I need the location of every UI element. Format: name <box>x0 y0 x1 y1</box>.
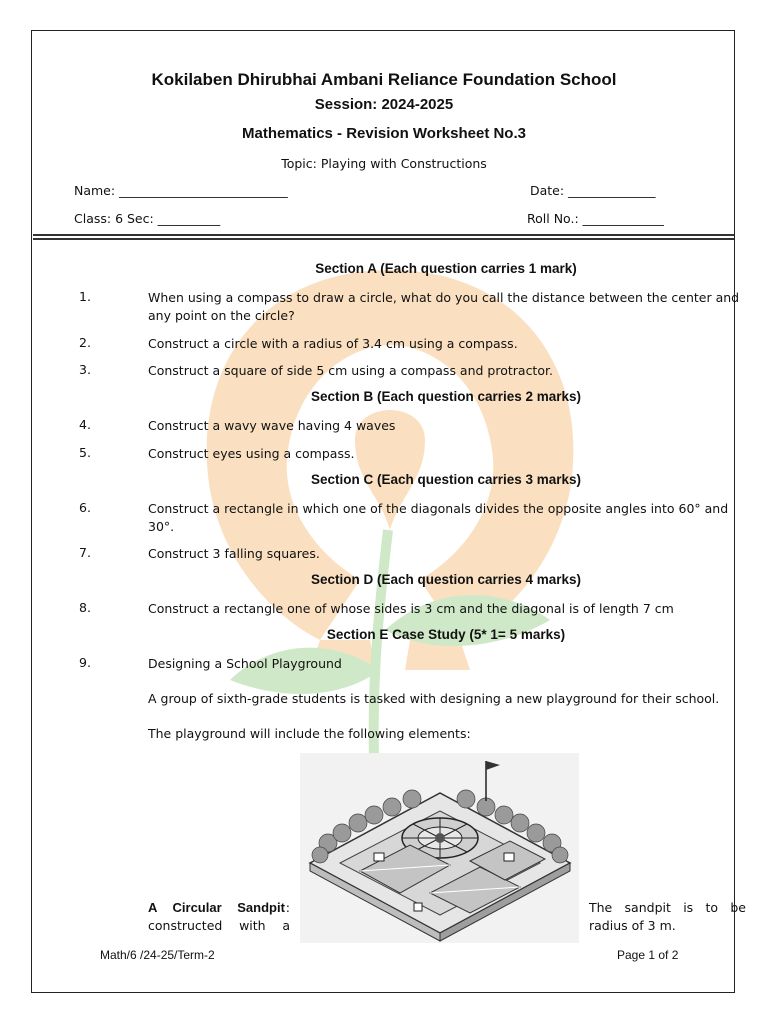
worksheet-title: Mathematics - Revision Worksheet No.3 <box>242 125 526 142</box>
date-field[interactable]: Date: ______________ <box>530 183 656 198</box>
question-text: Construct a circle with a radius of 3.4 cm using a compass. <box>148 336 518 351</box>
case-study-paragraph: The playground will include the following elements: <box>148 726 471 741</box>
question-number: 5. <box>79 445 91 460</box>
playground-illustration <box>300 753 579 943</box>
case-study-paragraph: A group of sixth-grade students is tasked with designing a new playground for their school. <box>148 691 720 706</box>
session-label: Session: 2024-2025 <box>314 96 454 113</box>
question-number: 1. <box>79 289 91 304</box>
word: a <box>282 918 290 933</box>
question-text: Designing a School Playground <box>148 656 342 671</box>
header-divider <box>33 238 734 240</box>
question-text: Construct a square of side 5 cm using a compass and protractor. <box>148 363 553 378</box>
section-e-heading: Section E Case Study (5* 1= 5 marks) <box>326 627 566 642</box>
question-number: 7. <box>79 545 91 560</box>
sandpit-right-line-2: radius of 3 m. <box>589 918 676 933</box>
word: constructed <box>148 918 223 933</box>
sandpit-heading: A Circular Sandpit <box>148 900 285 915</box>
colon: : <box>285 900 290 915</box>
word: be <box>730 900 746 915</box>
class-field[interactable]: Class: 6 Sec: __________ <box>74 211 221 226</box>
page-number: Page 1 of 2 <box>617 948 679 962</box>
question-text: Construct eyes using a compass. <box>148 446 355 461</box>
question-number: 4. <box>79 417 91 432</box>
word: sandpit <box>624 900 671 915</box>
question-text: Construct a wavy wave having 4 waves <box>148 418 396 433</box>
header-divider <box>33 234 734 236</box>
sandpit-left-line-2 <box>148 917 290 935</box>
question-number: 6. <box>79 500 91 515</box>
topic-label: Topic: Playing with Constructions <box>281 156 487 171</box>
school-name: Kokilaben Dhirubhai Ambani Reliance Foundation School <box>151 70 617 89</box>
word: to <box>705 900 719 915</box>
question-text: Construct 3 falling squares. <box>148 546 320 561</box>
name-field[interactable]: Name: ___________________________ <box>74 183 288 198</box>
section-d-heading: Section D (Each question carries 4 marks) <box>310 572 582 587</box>
question-number: 8. <box>79 600 91 615</box>
question-text: Construct a rectangle one of whose sides is 3 cm and the diagonal is of length 7 cm <box>148 601 674 616</box>
question-number: 2. <box>79 335 91 350</box>
question-number: 3. <box>79 362 91 377</box>
section-b-heading: Section B (Each question carries 2 marks) <box>310 389 582 404</box>
roll-number-field[interactable]: Roll No.: _____________ <box>527 211 664 226</box>
sandpit-right-line <box>589 899 746 917</box>
question-text: Construct a rectangle in which one of the diagonals divides the opposite angles into 60° and 30°. <box>148 501 729 534</box>
sandpit-left-line <box>148 899 290 917</box>
question-text: When using a compass to draw a circle, what do you call the distance between the center and any point on the circle? <box>148 290 740 323</box>
question-number: 9. <box>79 655 91 670</box>
word: is <box>683 900 694 915</box>
word: with <box>239 918 266 933</box>
footer-code: Math/6 /24-25/Term-2 <box>100 948 215 962</box>
section-c-heading: Section C (Each question carries 3 marks) <box>310 472 582 487</box>
word: The <box>589 900 613 915</box>
section-a-heading: Section A (Each question carries 1 mark) <box>315 261 577 276</box>
